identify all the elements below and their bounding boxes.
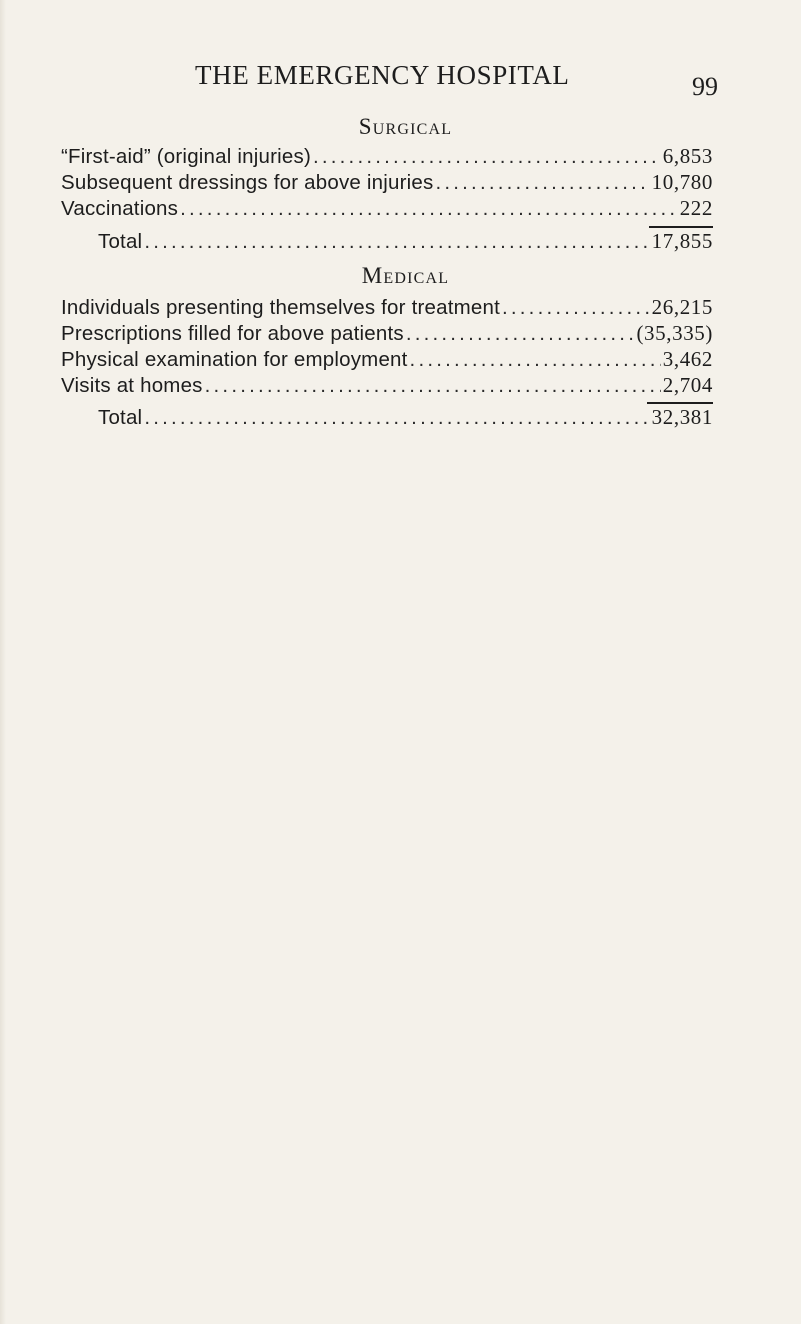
total-value: 32,381 bbox=[651, 405, 713, 429]
dot-leader bbox=[144, 405, 649, 431]
section-heading-surgical: Surgical bbox=[358, 114, 453, 139]
total-value: 17,855 bbox=[651, 229, 713, 253]
row-label: Prescriptions filled for above patients bbox=[61, 322, 404, 345]
running-title: THE EMERGENCY HOSPITAL bbox=[195, 60, 570, 90]
row-label: Subsequent dressings for above injuries bbox=[61, 171, 434, 194]
dot-leader bbox=[410, 347, 661, 373]
row-value: 222 bbox=[679, 196, 713, 220]
row-value: 3,462 bbox=[662, 347, 713, 371]
dot-leader bbox=[144, 229, 649, 255]
table-row bbox=[61, 320, 713, 346]
row-label: Visits at homes bbox=[61, 374, 203, 397]
table-row bbox=[61, 294, 713, 320]
row-value: 2,704 bbox=[662, 373, 713, 397]
row-label: “First-aid” (original injuries) bbox=[61, 145, 311, 168]
table-row bbox=[61, 346, 713, 372]
row-value: (35,335) bbox=[636, 321, 713, 345]
table-row bbox=[61, 372, 713, 398]
section-heading-medical: Medical bbox=[361, 263, 450, 288]
row-label: Vaccinations bbox=[61, 197, 179, 220]
page-edge bbox=[0, 0, 6, 1324]
dot-leader bbox=[205, 373, 661, 399]
dot-leader bbox=[502, 295, 650, 321]
total-label: Total bbox=[98, 406, 143, 429]
total-label: Total bbox=[98, 230, 143, 253]
dot-leader bbox=[406, 321, 635, 347]
total-row bbox=[61, 404, 713, 430]
row-label: Individuals presenting themselves for treatment bbox=[61, 296, 500, 319]
row-label: Physical examination for employment bbox=[61, 348, 408, 371]
running-head bbox=[0, 60, 801, 100]
table-row bbox=[61, 143, 713, 169]
table-row bbox=[61, 195, 713, 221]
dot-leader bbox=[180, 196, 678, 222]
page-number: 99 bbox=[692, 72, 718, 101]
row-value: 26,215 bbox=[651, 295, 713, 319]
total-row bbox=[61, 228, 713, 254]
dot-leader bbox=[313, 144, 661, 170]
row-value: 6,853 bbox=[662, 144, 713, 168]
dot-leader bbox=[435, 170, 649, 196]
table-row bbox=[61, 169, 713, 195]
row-value: 10,780 bbox=[651, 170, 713, 194]
